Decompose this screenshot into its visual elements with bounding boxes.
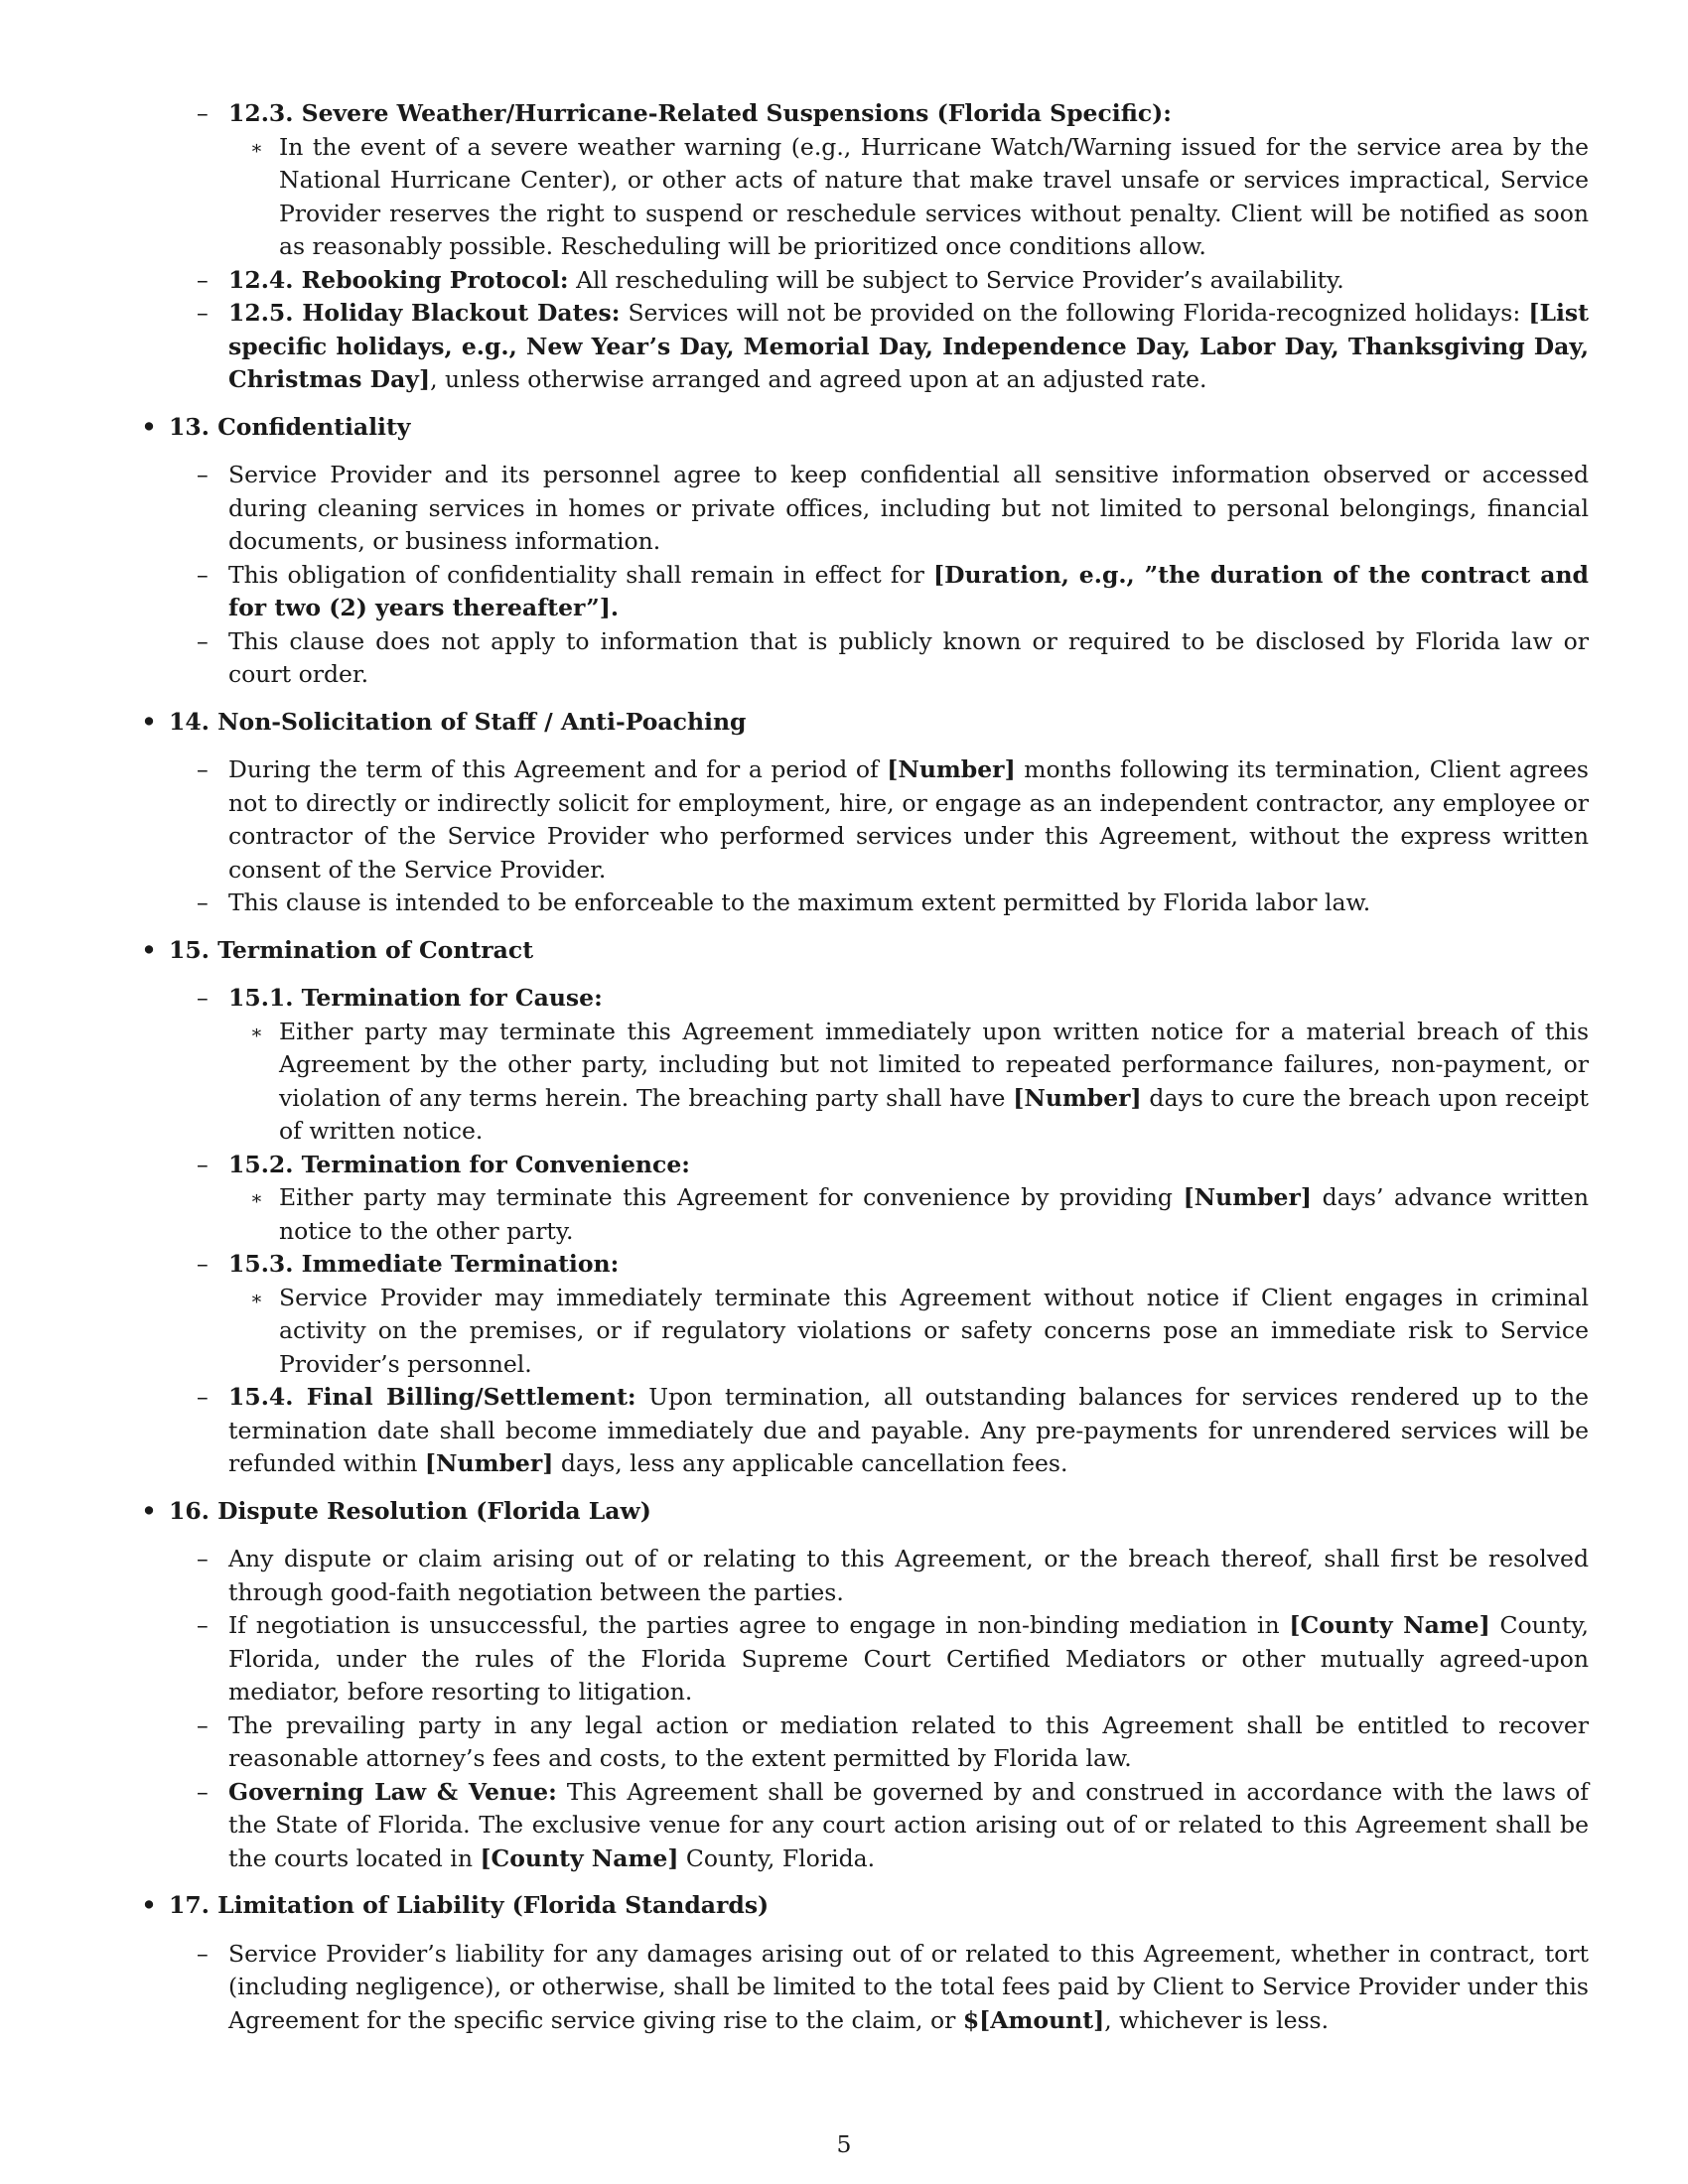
- dash-marker: –: [197, 626, 209, 655]
- clause-text: Any dispute or claim arising out of or relating to this Agreement, or the breach thereof, shall first be resolved through good-faith negotiation between the parties.: [228, 1545, 1589, 1606]
- clause-12-3: [169, 97, 1589, 264]
- list-item: [169, 625, 1589, 692]
- section-17: [139, 1889, 1589, 2037]
- list-item: [169, 753, 1589, 887]
- placeholder-holidays: [List specific holidays, e.g., New Year’s Day, Memorial Day, Independence Day, Labor Day, Thanksgiving Day, Christmas Day]: [228, 299, 1590, 393]
- section-heading: [141, 411, 1589, 445]
- list-item: [169, 1776, 1589, 1876]
- clause-text-tail: County, Florida, under the rules of the Florida Supreme Court Certified Mediators or other mutually agreed-upon mediator, before resorting to litigation.: [228, 1611, 1590, 1706]
- list-item: [169, 459, 1589, 559]
- dash-marker: –: [197, 888, 209, 916]
- clause-label: 15.3. Immediate Termination:: [228, 1250, 620, 1278]
- placeholder-number: [Number]: [1013, 1083, 1142, 1112]
- placeholder-amount: $[Amount]: [962, 2005, 1105, 2034]
- bullet-marker: •: [141, 412, 157, 441]
- dash-marker: –: [197, 1150, 209, 1178]
- bullet-marker: •: [141, 707, 157, 736]
- list-item: [169, 559, 1589, 625]
- clause-15-1-bullet: [228, 1016, 1589, 1149]
- clause-text-tail: months following its termination, Client agrees not to directly or indirectly solicit for employment, hire, or engage as an independent contractor, any employee or contractor of the Service Provider who performed services under this Agreement, without the express written consent of the Service Provider.: [228, 755, 1589, 884]
- list-item: [169, 1938, 1589, 2038]
- clause-text-tail: , unless otherwise arranged and agreed upon at an adjusted rate.: [430, 365, 1207, 393]
- list-item: [169, 1609, 1589, 1709]
- clause-text: During the term of this Agreement and for a period of: [228, 755, 888, 783]
- clause-label: 12.5. Holiday Blackout Dates:: [228, 299, 621, 327]
- section-heading: [141, 934, 1589, 968]
- dash-marker: –: [197, 99, 209, 127]
- placeholder-county: [County Name]: [480, 1843, 679, 1872]
- clause-text: Service Provider may immediately terminate this Agreement without notice if Client engages in criminal activity on the premises, or if regulatory violations or safety concerns pose an immediate risk to Service Provider’s personnel.: [279, 1283, 1589, 1378]
- clause-label: 15.2. Termination for Convenience:: [228, 1150, 690, 1178]
- bullet-marker: •: [141, 935, 157, 964]
- dash-marker: –: [197, 461, 209, 488]
- section-12-continued: [139, 97, 1589, 397]
- section-13: [139, 411, 1589, 692]
- dash-marker: –: [197, 984, 209, 1012]
- clause-label: 15.4. Final Billing/Settlement:: [228, 1383, 636, 1411]
- placeholder-number: [Number]: [424, 1449, 554, 1477]
- bullet-marker: •: [141, 1891, 157, 1919]
- clause-15-2: [169, 1149, 1589, 1249]
- clause-text: Upon termination, all outstanding balances for services rendered up to the termination date shall become immediately due and payable. Any pre-payments for unrendered services will be refunded within: [228, 1383, 1589, 1477]
- section-heading: [141, 1889, 1589, 1923]
- list-item: [169, 1709, 1589, 1776]
- clause-15-3-bullet: [228, 1282, 1589, 1382]
- section-16: [139, 1495, 1589, 1876]
- dash-marker: –: [197, 1383, 209, 1411]
- clause-text-tail: , whichever is less.: [1104, 2005, 1330, 2034]
- clause-text: The prevailing party in any legal action or mediation related to this Agreement shall be entitled to recover reasonable attorney’s fees and costs, to the extent permitted by Florida law.: [228, 1710, 1589, 1772]
- dash-marker: –: [197, 1777, 209, 1806]
- clause-label: Governing Law & Venue:: [228, 1777, 557, 1806]
- document-body: [139, 97, 1589, 2037]
- section-14: [139, 706, 1589, 920]
- clause-text: Services will not be provided on the following Florida-recognized holidays:: [620, 299, 1529, 327]
- clause-text: This clause is intended to be enforceable to the maximum extent permitted by Florida labor law.: [228, 888, 1371, 916]
- star-marker: ∗: [250, 1021, 263, 1043]
- dash-marker: –: [197, 1710, 209, 1739]
- clause-label: 12.4. Rebooking Protocol:: [228, 265, 569, 294]
- star-marker: ∗: [250, 136, 263, 159]
- clause-text-tail: days, less any applicable cancellation fees.: [553, 1449, 1068, 1477]
- clause-12-4: [169, 264, 1589, 298]
- placeholder-duration: [Duration, e.g., ”the duration of the contract and for two (2) years thereafter”].: [228, 560, 1589, 621]
- clause-text: Service Provider’s liability for any damages arising out of or related to this Agreement, whether in contract, tort (including negligence), or otherwise, shall be limited to the total fees paid by Client to Service Provider under this Agreement for the specific service giving rise to the claim, or: [228, 1939, 1589, 2034]
- placeholder-county: [County Name]: [1289, 1611, 1490, 1639]
- star-marker: ∗: [250, 1187, 263, 1209]
- clause-label: 15.1. Termination for Cause:: [228, 984, 603, 1012]
- section-title: 17. Limitation of Liability (Florida Standards): [169, 1891, 770, 1919]
- clause-text: Either party may terminate this Agreement for convenience by providing: [279, 1183, 1184, 1211]
- section-title: 13. Confidentiality: [169, 412, 411, 441]
- list-item: [169, 887, 1589, 920]
- page-number: 5: [836, 2130, 852, 2158]
- list-item: [169, 1543, 1589, 1609]
- section-title: 14. Non-Solicitation of Staff / Anti-Poaching: [169, 707, 747, 736]
- clause-text-tail: days’ advance written notice to the other party.: [279, 1183, 1589, 1245]
- section-heading: [141, 706, 1589, 740]
- placeholder-number: [Number]: [1183, 1183, 1312, 1211]
- clause-text: This clause does not apply to information that is publicly known or required to be disclosed by Florida law or court order.: [228, 626, 1589, 688]
- clause-text-tail: County, Florida.: [678, 1843, 876, 1872]
- placeholder-number: [Number]: [887, 755, 1016, 783]
- section-title: 16. Dispute Resolution (Florida Law): [169, 1496, 651, 1525]
- clause-text-tail: days to cure the breach upon receipt of written notice.: [279, 1083, 1589, 1145]
- clause-text: All rescheduling will be subject to Service Provider’s availability.: [568, 265, 1344, 294]
- clause-text: If negotiation is unsuccessful, the parties agree to engage in non-binding mediation in: [228, 1611, 1290, 1639]
- clause-15-1: [169, 982, 1589, 1149]
- bullet-marker: •: [141, 1496, 157, 1525]
- clause-text: Service Provider and its personnel agree to keep confidential all sensitive information observed or accessed during cleaning services in homes or private offices, including but not limited to personal belongings, financial documents, or business information.: [228, 461, 1589, 555]
- section-title: 15. Termination of Contract: [169, 935, 534, 964]
- clause-15-3: [169, 1248, 1589, 1381]
- dash-marker: –: [197, 1545, 209, 1572]
- section-15: [139, 934, 1589, 1481]
- dash-marker: –: [197, 299, 209, 327]
- dash-marker: –: [197, 560, 209, 589]
- dash-marker: –: [197, 1939, 209, 1968]
- dash-marker: –: [197, 1611, 209, 1639]
- clause-text: In the event of a severe weather warning (e.g., Hurricane Watch/Warning issued for the service area by the National Hurricane Center), or other acts of nature that make travel unsafe or services impractical, Service Provider reserves the right to suspend or reschedule services without penalty. Client will be notified as soon as reasonably possible. Rescheduling will be prioritized once conditions allow.: [279, 132, 1589, 260]
- clause-text: Either party may terminate this Agreement immediately upon written notice for a material breach of this Agreement by the other party, including but not limited to repeated performance failures, non-payment, or violation of any terms herein. The breaching party shall have: [279, 1017, 1589, 1112]
- clause-text: This Agreement shall be governed by and construed in accordance with the laws of the State of Florida. The exclusive venue for any court action arising out of or related to this Agreement shall be the courts located in: [228, 1777, 1589, 1872]
- dash-marker: –: [197, 1250, 209, 1278]
- section-heading: [141, 1495, 1589, 1529]
- clause-15-2-bullet: [228, 1181, 1589, 1248]
- clause-12-5: [169, 297, 1589, 397]
- clause-12-3-bullet: [228, 131, 1589, 264]
- clause-15-4: [169, 1381, 1589, 1481]
- dash-marker: –: [197, 265, 209, 294]
- dash-marker: –: [197, 755, 209, 783]
- star-marker: ∗: [250, 1287, 263, 1309]
- clause-text: This obligation of confidentiality shall remain in effect for: [228, 560, 934, 589]
- clause-label: 12.3. Severe Weather/Hurricane-Related Suspensions (Florida Specific):: [228, 99, 1172, 127]
